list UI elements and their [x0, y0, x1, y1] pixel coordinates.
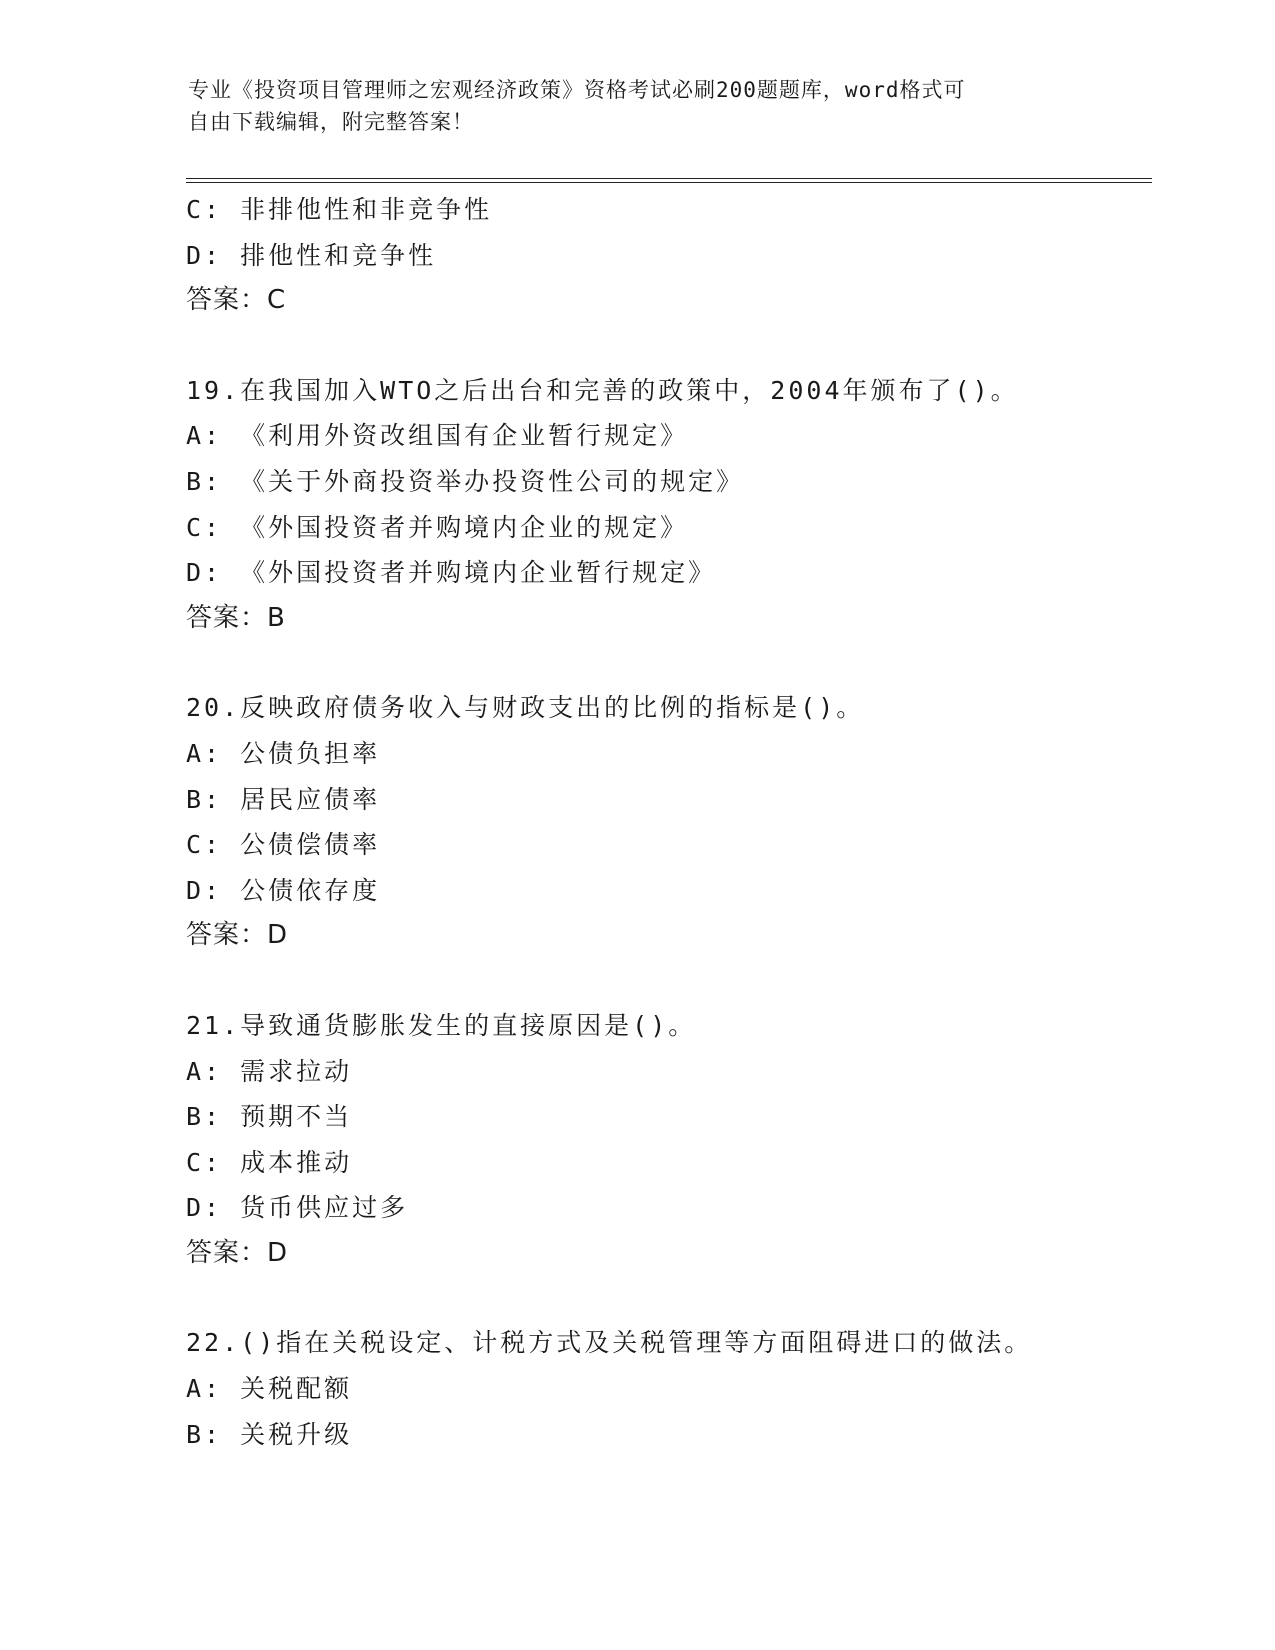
option-c: C: 《外国投资者并购境内企业的规定》	[186, 512, 689, 542]
question-stem: 20.反映政府债务收入与财政支出的比例的指标是()。	[186, 693, 865, 723]
header-divider	[186, 178, 1152, 183]
question-21	[186, 1003, 1146, 1277]
option-a: A: 关税配额	[186, 1374, 353, 1404]
document-header	[188, 74, 1068, 138]
option-b: B: 《关于外商投资举办投资性公司的规定》	[186, 466, 745, 496]
answer-line: 答案：D	[186, 920, 289, 951]
question-20	[186, 685, 1146, 959]
option-c: C: 公债偿债率	[186, 830, 381, 860]
option-b: B: 关税升级	[186, 1419, 353, 1449]
option-a: A: 《利用外资改组国有企业暂行规定》	[186, 421, 689, 451]
option-c: C: 成本推动	[186, 1147, 353, 1177]
answer-line: 答案：C	[186, 285, 287, 316]
option-a: A: 公债负担率	[186, 738, 381, 768]
option-b: B: 居民应债率	[186, 784, 381, 814]
question-stem: 19.在我国加入WTO之后出台和完善的政策中，2004年颁布了()。	[186, 375, 1019, 405]
header-line-1: 专业《投资项目管理师之宏观经济政策》资格考试必刷200题题库，word格式可	[188, 78, 966, 102]
question-stem: 21.导致通货膨胀发生的直接原因是()。	[186, 1010, 697, 1040]
question-19	[186, 368, 1146, 642]
option-d: D: 货币供应过多	[186, 1193, 409, 1223]
question-stem: 22.()指在关税设定、计税方式及关税管理等方面阻碍进口的做法。	[186, 1328, 1033, 1358]
answer-line: 答案：D	[186, 1237, 289, 1268]
option-c: C: 非排他性和非竞争性	[186, 195, 493, 224]
option-d: D: 排他性和竞争性	[186, 240, 437, 270]
question-22	[186, 1320, 1146, 1457]
option-b: B: 预期不当	[186, 1102, 353, 1132]
option-d: D: 公债依存度	[186, 875, 381, 905]
answer-line: 答案：B	[186, 602, 286, 633]
question-18-tail	[186, 187, 1146, 324]
option-a: A: 需求拉动	[186, 1056, 353, 1086]
question-list	[186, 187, 1146, 1457]
option-d: D: 《外国投资者并购境内企业暂行规定》	[186, 558, 717, 588]
header-line-2: 自由下载编辑，附完整答案！	[188, 110, 474, 134]
